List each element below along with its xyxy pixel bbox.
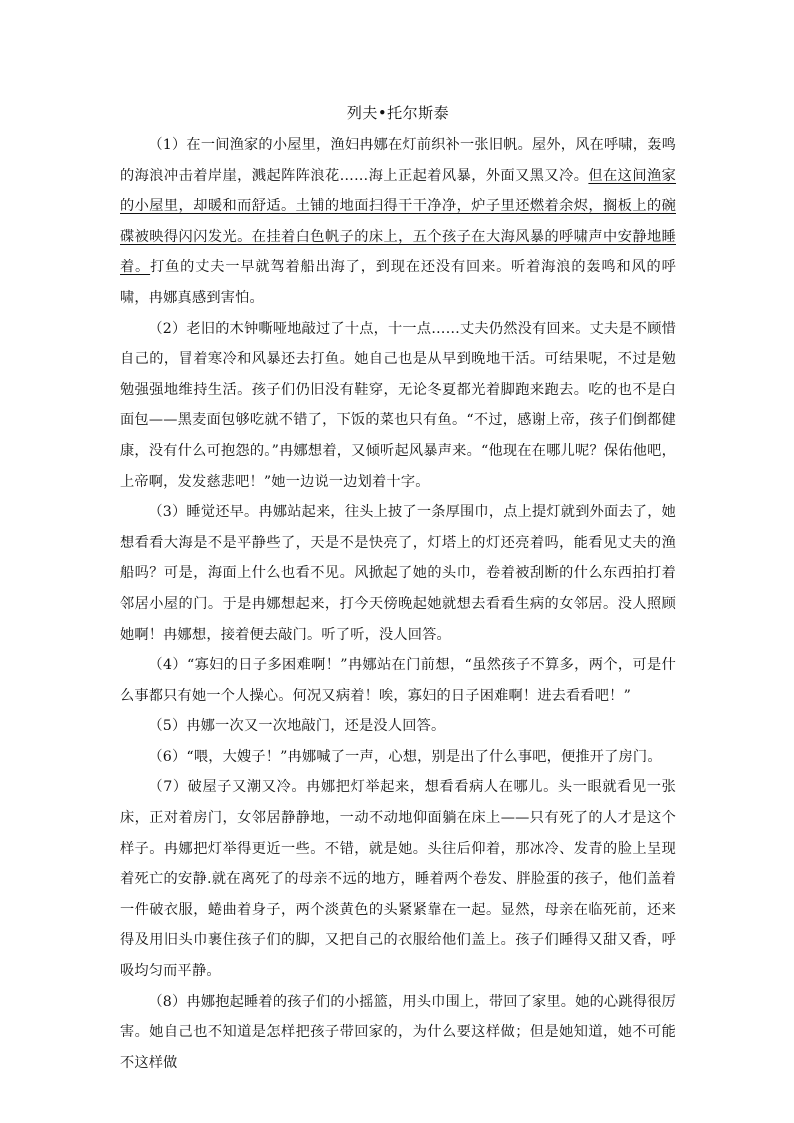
document-page [120, 98, 676, 1078]
paragraph-1 [120, 130, 676, 314]
paragraph-text: （8）冉娜抱起睡着的孩子们的小摇篮，用头巾围上，带回了家里。她的心跳得很厉害。她自己也不知道是怎样把孩子带回家的，为什么要这样做；但是她知道，她不可能不这样做 [120, 993, 676, 1071]
paragraph-text: （7）破屋子又潮又冷。冉娜把灯举起来，想看看病人在哪儿。头一眼就看见一张床，正对着房门，女邻居静静地，一动不动地仰面躺在床上——只有死了的人才是这个样子。冉娜把灯举得更近一些。不错，就是她。头往后仰着，那冰冷、发青的脸上呈现着死亡的安静.就在离死了的母亲不远的地方，睡着两个卷发、胖脸蛋的孩子，他们盖着一件破衣服，蜷曲着身子，两个淡黄色的头紧紧靠在一起。显然，母亲在临死前，还来得及用旧头巾裹住孩子们的脚，又把自己的衣服给他们盖上。孩子们睡得又甜又香，呼吸均匀而平静。 [120, 779, 676, 980]
document-title: 列夫•托尔斯泰 [346, 104, 450, 122]
paragraph-text: （1）在一间渔家的小屋里，渔妇冉娜在灯前织补一张旧帆。屋外，风在呼啸，轰鸣的海浪冲击着岸崖，溅起阵阵浪花……海上正起着风暴，外面又黑又冷。 [120, 137, 676, 184]
paragraph-text: 打鱼的丈夫一早就驾着船出海了，到现在还没有回来。听着海浪的轰鸣和风的呼啸，冉娜真感到害怕。 [120, 259, 676, 306]
paragraph-text: （3）睡觉还早。冉娜站起来，往头上披了一条厚围巾，点上提灯就到外面去了，她想看看大海是不是平静些了，天是不是快亮了，灯塔上的灯还亮着吗，能看见丈夫的渔船吗？可是，海面上什么也看不见。风掀起了她的头巾，卷着被刮断的什么东西拍打着邻居小屋的门。于是冉娜想起来，打今天傍晚起她就想去看看生病的女邻居。没人照顾她啊！冉娜想，接着便去敲门。听了听，没人回答。 [120, 504, 676, 643]
paragraph-3 [120, 497, 676, 650]
underlined-passage: 但在这间渔家的小屋里，却暖和而舒适。土铺的地面扫得干干净净，炉子里还燃着余烬，搁板上的碗碟被映得闪闪发光。在挂着白色帆子的床上，五个孩子在大海风暴的呼啸声中安静地睡着。 [120, 167, 677, 276]
paragraph-4 [120, 650, 676, 711]
paragraph-7 [120, 772, 676, 986]
paragraph-6 [120, 742, 676, 773]
paragraph-text: （5）冉娜一次又一次地敲门，还是没人回答。 [148, 718, 446, 735]
paragraph-text: （4）“寡妇的日子多困难啊！”冉娜站在门前想，“虽然孩子不算多，两个，可是什么事都只有她一个人操心。何况又病着！唉，寡妇的日子困难啊！进去看看吧！” [120, 657, 676, 704]
paragraph-text: （6）“喂，大嫂子！”冉娜喊了一声，心想，别是出了什么事吧，便推开了房门。 [148, 748, 662, 765]
paragraph-text: （2）老旧的木钟嘶哑地敲过了十点，十一点……丈夫仍然没有回来。丈夫是不顾惜自己的，冒着寒冷和风暴还去打鱼。她自己也是从早到晚地干活。可结果呢，不过是勉勉强强地维持生活。孩子们仍旧没有鞋穿，无论冬夏都光着脚跑来跑去。吃的也不是白面包——黑麦面包够吃就不错了，下饭的菜也只有鱼。“不过，感谢上帝，孩子们倒都健康，没有什么可抱怨的。”冉娜想着，又倾听起风暴声来。“他现在在哪儿呢？保佑他吧，上帝啊，发发慈悲吧！”她一边说一边划着十字。 [120, 320, 676, 490]
paragraph-2 [120, 314, 676, 498]
paragraph-8 [120, 987, 676, 1079]
paragraph-5 [120, 711, 676, 742]
